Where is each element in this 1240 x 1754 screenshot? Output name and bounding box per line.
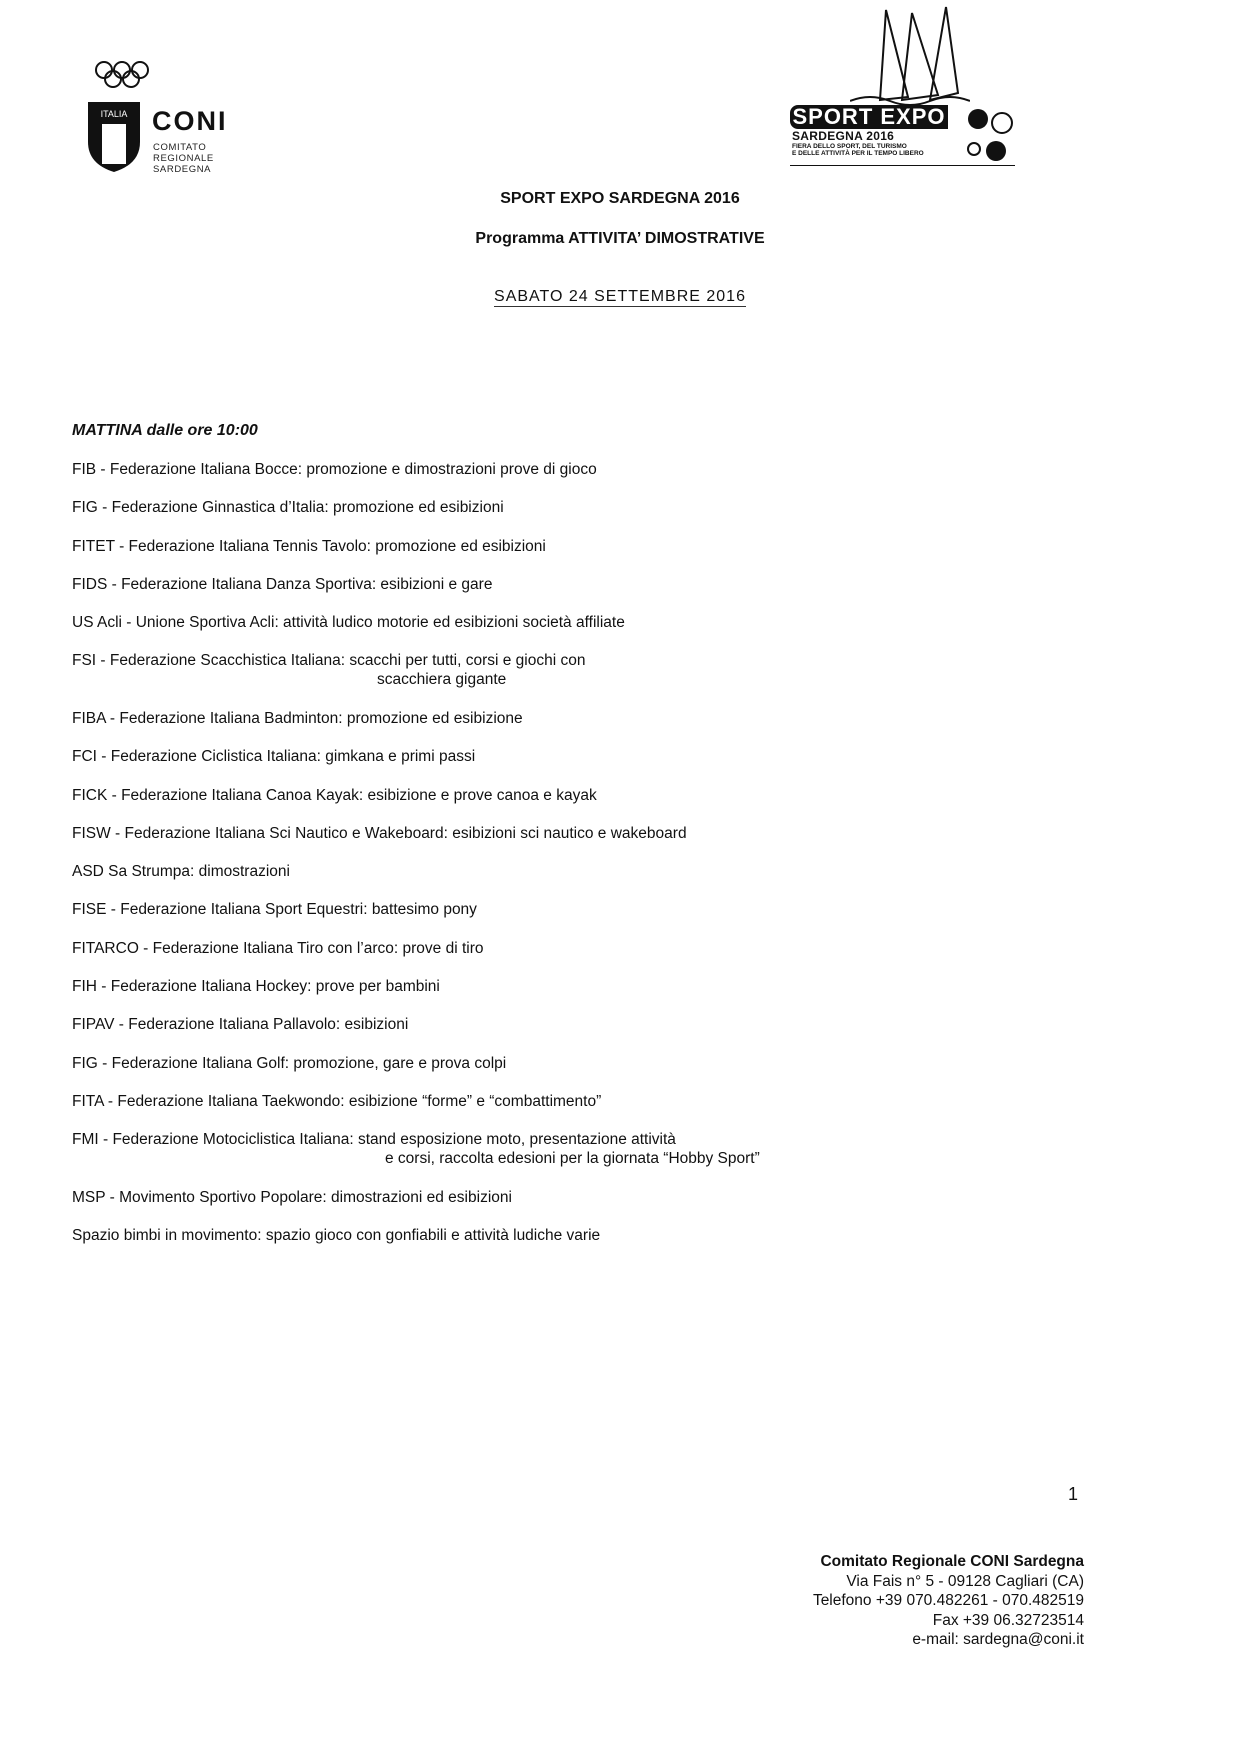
list-item: FITET - Federazione Italiana Tennis Tavolo: promozione ed esibizioni — [72, 537, 546, 555]
divider — [790, 165, 1015, 166]
activity-list — [72, 460, 1072, 1264]
sport-expo-banner: SPORT EXPO — [790, 105, 948, 129]
coni-shield-icon — [88, 102, 140, 172]
sport-expo-subtitle: SARDEGNA 2016 — [792, 129, 895, 143]
list-item: FIB - Federazione Italiana Bocce: promozione e dimostrazioni prove di gioco — [72, 461, 597, 478]
list-item: FIPAV - Federazione Italiana Pallavolo: esibizioni — [72, 1016, 409, 1034]
coni-logo — [80, 60, 250, 180]
footer-fax: Fax +39 06.32723514 — [932, 1611, 1084, 1629]
list-item: FISE - Federazione Italiana Sport Equestri: battesimo pony — [72, 901, 477, 919]
list-item: FIH - Federazione Italiana Hockey: prove per bambini — [72, 978, 440, 996]
sailboats-icon — [850, 5, 970, 105]
list-item: FSI - Federazione Scacchistica Italiana: scacchi per tutti, corsi e giochi con scacchiera gigante — [72, 652, 586, 689]
list-item: US Acli - Unione Sportiva Acli: attività ludico motorie ed esibizioni società affiliate — [72, 614, 625, 632]
footer-email: e-mail: sardegna@coni.it — [912, 1631, 1084, 1648]
document-subtitle: Programma ATTIVITA’ DIMOSTRATIVE — [475, 230, 765, 247]
sport-balls-icon — [960, 105, 1020, 165]
list-item: FISW - Federazione Italiana Sci Nautico e Wakeboard: esibizioni sci nautico e wakeboard — [72, 824, 687, 842]
coni-wordmark: CONI — [152, 106, 228, 136]
sport-expo-logo — [790, 5, 1030, 165]
sport-expo-tagline: FIERA DELLO SPORT, DEL TURISMO E DELLE ATTIVITÀ PER IL TEMPO LIBERO — [792, 143, 924, 157]
footer-org: Comitato Regionale CONI Sardegna — [820, 1553, 1084, 1570]
list-item: Spazio bimbi in movimento: spazio gioco con gonfiabili e attività ludiche varie — [72, 1227, 601, 1245]
list-item: FITARCO - Federazione Italiana Tiro con l’arco: prove di tiro — [72, 939, 484, 957]
list-item: FIG - Federazione Ginnastica d’Italia: promozione ed esibizioni — [72, 499, 504, 517]
list-item: FIBA - Federazione Italiana Badminton: promozione ed esibizione — [72, 709, 523, 727]
coni-subtitle: COMITATO REGIONALE SARDEGNA — [153, 142, 214, 175]
list-item: FICK - Federazione Italiana Canoa Kayak: esibizione e prove canoa e kayak — [72, 786, 597, 804]
list-item: FCI - Federazione Ciclistica Italiana: gimkana e primi passi — [72, 748, 476, 766]
list-item: FITA - Federazione Italiana Taekwondo: esibizione “forme” e “combattimento” — [72, 1092, 602, 1110]
list-item: FIG - Federazione Italiana Golf: promozione, gare e prova colpi — [72, 1054, 507, 1072]
list-item: FIDS - Federazione Italiana Danza Sportiva: esibizioni e gare — [72, 575, 493, 593]
event-date: SABATO 24 SETTEMBRE 2016 — [494, 288, 746, 305]
svg-text:ITALIA: ITALIA — [100, 109, 128, 119]
footer-phone: Telefono +39 070.482261 - 070.482519 — [812, 1592, 1084, 1609]
session-heading: MATTINA dalle ore 10:00 — [72, 422, 258, 439]
list-item: MSP - Movimento Sportivo Popolare: dimostrazioni ed esibizioni — [72, 1188, 512, 1206]
page-number: 1 — [1068, 1484, 1079, 1504]
document-title: SPORT EXPO SARDEGNA 2016 — [500, 190, 740, 207]
footer-address: Via Fais n° 5 - 09128 Cagliari (CA) — [846, 1572, 1084, 1590]
list-item: ASD Sa Strumpa: dimostrazioni — [72, 863, 290, 881]
footer-contact — [813, 1552, 1084, 1650]
list-item: FMI - Federazione Motociclistica Italiana: stand esposizione moto, presentazione attività e corsi, raccolta edesioni per la giornata “Hobby Sport” — [72, 1131, 760, 1168]
olympic-rings-icon — [94, 60, 150, 90]
